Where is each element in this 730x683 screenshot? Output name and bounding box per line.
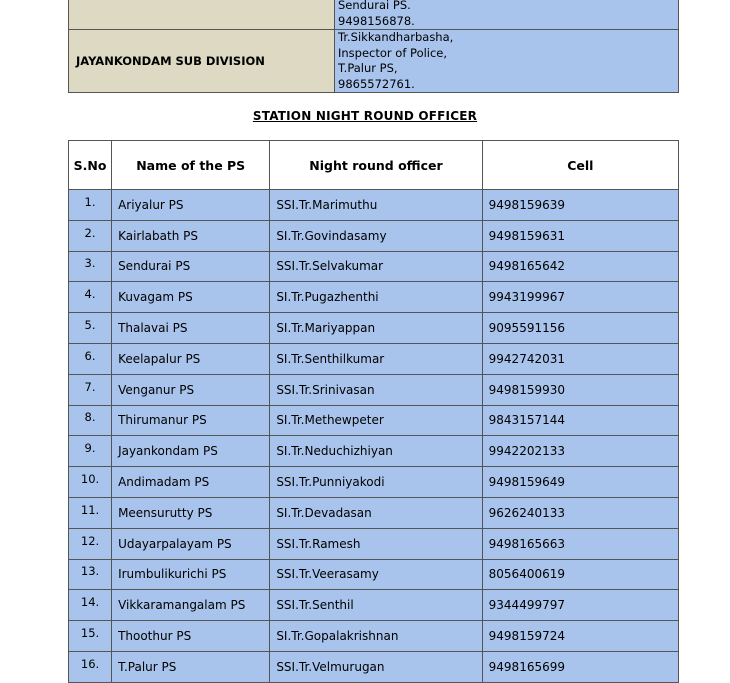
table-row — [69, 590, 679, 621]
table-row — [69, 190, 679, 221]
officer-name: SSI.Tr.Ramesh — [270, 528, 482, 559]
officer-name: SI.Tr.Govindasamy — [270, 220, 482, 251]
table-row — [69, 282, 679, 313]
officer-detail-line: Tr.Sikkandharbasha, — [338, 30, 454, 44]
section-title: STATION NIGHT ROUND OFFICER — [252, 109, 478, 123]
serial-number: 9. — [69, 436, 112, 467]
ps-name: Kuvagam PS — [112, 282, 270, 313]
serial-number: 16. — [69, 651, 112, 682]
cell-number: 9843157144 — [482, 405, 678, 436]
sub-division-row — [69, 30, 679, 93]
serial-number: 11. — [69, 497, 112, 528]
ps-name: T.Palur PS — [112, 651, 270, 682]
officer-name: SSI.Tr.Punniyakodi — [270, 467, 482, 498]
table-header-row — [69, 141, 679, 190]
officer-name: SSI.Tr.Veerasamy — [270, 559, 482, 590]
ps-name: Kairlabath PS — [112, 220, 270, 251]
table-row — [69, 343, 679, 374]
serial-number: 5. — [69, 313, 112, 344]
officer-name: SSI.Tr.Velmurugan — [270, 651, 482, 682]
table-row — [69, 621, 679, 652]
serial-number: 14. — [69, 590, 112, 621]
serial-number: 1. — [69, 190, 112, 221]
serial-number: 4. — [69, 282, 112, 313]
cell-number: 9943199967 — [482, 282, 678, 313]
ps-name: Irumbulikurichi PS — [112, 559, 270, 590]
serial-number: 2. — [69, 220, 112, 251]
officer-details — [335, 30, 679, 93]
ps-name: Andimadam PS — [112, 467, 270, 498]
table-row — [69, 497, 679, 528]
officer-detail-line: Inspector of Police, — [338, 45, 448, 60]
serial-number: 7. — [69, 374, 112, 405]
officer-name: SI.Tr.Mariyappan — [270, 313, 482, 344]
officer-detail-line: 9498156878. — [338, 13, 415, 28]
cell-number: 9626240133 — [482, 497, 678, 528]
cell-number: 9498165699 — [482, 651, 678, 682]
cell-number: 8056400619 — [482, 559, 678, 590]
cell-number: 9498159649 — [482, 467, 678, 498]
officer-name: SI.Tr.Senthilkumar — [270, 343, 482, 374]
table-row — [69, 467, 679, 498]
ps-name: Thirumanur PS — [112, 405, 270, 436]
ps-name: Sendurai PS — [112, 251, 270, 282]
serial-number: 8. — [69, 405, 112, 436]
serial-number: 12. — [69, 528, 112, 559]
ps-name: Venganur PS — [112, 374, 270, 405]
ps-name: Keelapalur PS — [112, 343, 270, 374]
serial-number: 6. — [69, 343, 112, 374]
column-header-sno: S.No — [69, 141, 112, 190]
sub-division-row — [69, 0, 679, 30]
officer-name: SSI.Tr.Marimuthu — [270, 190, 482, 221]
cell-number: 9498159639 — [482, 190, 678, 221]
column-header-cell: Cell — [482, 141, 678, 190]
serial-number: 3. — [69, 251, 112, 282]
sub-division-table — [68, 0, 679, 93]
officer-detail-line: 9865572761. — [338, 76, 415, 91]
ps-name: Udayarpalayam PS — [112, 528, 270, 559]
table-row — [69, 436, 679, 467]
table-row — [69, 220, 679, 251]
table-row — [69, 374, 679, 405]
officer-name: SI.Tr.Devadasan — [270, 497, 482, 528]
table-row — [69, 559, 679, 590]
officer-details — [335, 0, 679, 30]
sub-division-label: JAYANKONDAM SUB DIVISION — [69, 30, 335, 93]
sub-division-label — [69, 0, 335, 30]
cell-number: 9095591156 — [482, 313, 678, 344]
ps-name: Jayankondam PS — [112, 436, 270, 467]
ps-name: Vikkaramangalam PS — [112, 590, 270, 621]
cell-number: 9344499797 — [482, 590, 678, 621]
cell-number: 9498159930 — [482, 374, 678, 405]
cell-number: 9942202133 — [482, 436, 678, 467]
cell-number: 9942742031 — [482, 343, 678, 374]
officer-detail-line: Sendurai PS. — [338, 0, 411, 12]
ps-name: Meensurutty PS — [112, 497, 270, 528]
officer-name: SSI.Tr.Selvakumar — [270, 251, 482, 282]
officer-name: SI.Tr.Methewpeter — [270, 405, 482, 436]
column-header-officer: Night round officer — [270, 141, 482, 190]
officer-name: SI.Tr.Neduchizhiyan — [270, 436, 482, 467]
cell-number: 9498165663 — [482, 528, 678, 559]
officer-name: SI.Tr.Pugazhenthi — [270, 282, 482, 313]
column-header-ps-name: Name of the PS — [112, 141, 270, 190]
table-row — [69, 251, 679, 282]
table-row — [69, 528, 679, 559]
cell-number: 9498159724 — [482, 621, 678, 652]
ps-name: Ariyalur PS — [112, 190, 270, 221]
ps-name: Thoothur PS — [112, 621, 270, 652]
officer-detail-line: T.Palur PS, — [338, 61, 398, 75]
table-row — [69, 313, 679, 344]
table-row — [69, 651, 679, 682]
officer-name: SSI.Tr.Senthil — [270, 590, 482, 621]
serial-number: 15. — [69, 621, 112, 652]
table-row — [69, 405, 679, 436]
cell-number: 9498159631 — [482, 220, 678, 251]
night-round-table — [68, 140, 679, 683]
ps-name: Thalavai PS — [112, 313, 270, 344]
officer-name: SSI.Tr.Srinivasan — [270, 374, 482, 405]
officer-name: SI.Tr.Gopalakrishnan — [270, 621, 482, 652]
serial-number: 13. — [69, 559, 112, 590]
serial-number: 10. — [69, 467, 112, 498]
cell-number: 9498165642 — [482, 251, 678, 282]
